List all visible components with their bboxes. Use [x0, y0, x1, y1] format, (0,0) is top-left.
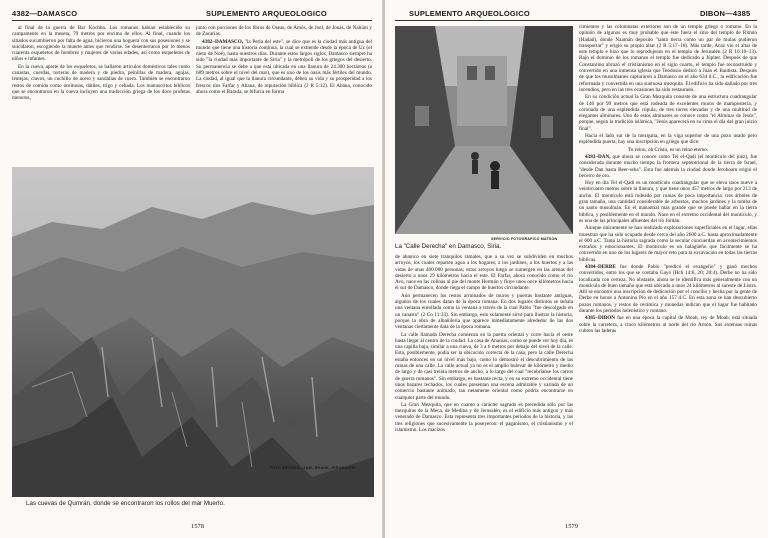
entry-head: 4383–DAN,	[585, 153, 611, 160]
running-head-left: 4382—DAMASCO	[12, 9, 78, 18]
paragraph: Aún permanecen los restos arruinados de muros y puertas bastante antiguas, algunos de los cuales datan de la época romana. En dos lugares distintos se señala una ventana enrollada como la ventana a través de la cual Pablo "fue descolgado en un canasto" (2 Co 11:33). Sin embargo, esto solamente sirve para ilustrar la historia, porque la obra de albañilería que aparece inmediatamente alrededor de las dos ventanas ciertamente data de la época romana.	[395, 292, 573, 331]
running-head-center-left: SUPLEMENTO ARQUEOLOGICO	[206, 9, 327, 18]
page-number-left: 1578	[191, 523, 204, 530]
header-rule	[12, 20, 372, 21]
entry-paragraph	[196, 39, 372, 96]
header-rule	[395, 20, 757, 21]
page-number-right: 1579	[565, 523, 578, 530]
inscription-quote: Tu reino, oh Cristo, es un reino eterno.	[627, 146, 709, 153]
paragraph: Hoy en día Tel el-Qadi es un montículo cuadrangular que se eleva unos nueve a veinticuatro metros sobre la llanura, y que tiene unos 457 metros de largo por 213 de ancho. El montículo está rodeado por ruinas de poca importancia; tres árboles de gran tamaño, una cantidad considerable de arbustos, muchos jardines y la tumba de un santo musulmán. En el manantial más grande que se puede hallar en la tierra bíblica, y posiblemente en el mundo. Nace en el extremo occidental del montículo, y es una de las principales afluentes del río Jordán.	[579, 180, 757, 224]
qumran-caves-photo	[12, 167, 374, 497]
right-page	[385, 0, 768, 538]
entry-paragraph	[579, 264, 757, 314]
photo-credit-left: FOTO ARCHIVO—YAEL BRAUN, JERUSALEM	[270, 466, 356, 470]
paragraph: cimientos y las columnatas exteriores son de un templo griego o romano. En la opinión de algunos es muy probable que éste fuera el sitio del templo de Rimón (Hadad), donde Naamán deposito "tanta tierra como un par de mulas pudieron transportar" y erigió su propio altar (2 R 5:17–18). Más tarde, Acaz vio el altar de este templo e hizo que lo reprodujeran en el templo de Jerusalén (2 R 16:10–13). Bajo el dominio de los romanos el templo fue dedicado a Júpiter. Después de que Constantino abrazó el cristianismo en el siglo cuarto, el templo fue reconstruido y convertido en una inmensa iglesia que Teodosio dedicó a Juan el Bautista. Después de que los musulmanes capturaron a Damasco en el año 634 d.C., la edificación fue reformada y convertida en una suntuosa mezquita. El edificio ha sido dañado por tres incendios, pero en las tres ocasiones ha sido restaurado.	[579, 24, 757, 93]
paragraph: Hacia el lado sur de la mezquita, en la viga superior de una pozo usado pero espléndida puerta, hay una inscripción en griego que dice:	[579, 133, 757, 146]
photo-caption-right: La "Calle Derecha" en Damasco, Siria.	[395, 243, 502, 250]
street-scene-image	[395, 26, 573, 234]
entry-paragraph	[579, 315, 757, 334]
straight-street-photo	[395, 26, 573, 234]
paragraph: La calle llamada Derecha comienza en la puerta oriental y corre hacia el oeste hasta llegar al centro de la ciudad. La casa de Ananías, como se puede ver hoy día, es una capilla baja, similar a una cueva, de 3 a 6 metros por debajo del nivel de la calle. Esta, posiblemente, podía ser la ubicación correcta de la casa, pero la calle Derecha estaba entonces en un nivel más bajo, como lo demostró el descubrimiento de las ruinas de una calle. La calle actual ya no es el amplio bulevar de kilómetro y medio de largo y de casi treinta metros de ancho, a lo largo del cual "recubríanse los carros de guerra romanos". Sin embargo, es bastante recta, y en su extremo occidental tiene unos bazares techados, los cuales presentan una escena admirable y variada de un comercio bastante animado, tan netamente oriental como podría encontrarse en cualquier parte del mundo.	[395, 331, 573, 401]
paragraph: En su condición actual la Gran Mezquita consiste de una estructura cuadrangular de 146 por 99 metros que está rodeada de excelentes muros de mampostería, y coronada de una espléndida cúpula, de tres torres elevadas y de una multitud de elegantes alminares. Uno de estos alminares se conoce como "el Alminar de Jesús", porque, según la tradición islámica, "Jesús aparecerá en su cima el día del gran juicio final".	[579, 94, 757, 132]
entry-head: 4384–DERBE	[585, 263, 616, 270]
entry-head: 4385–DIBON	[585, 315, 615, 322]
running-head-right: DIBON—4385	[700, 9, 751, 18]
mountain-landscape-image	[12, 167, 374, 497]
entry-body: que ahora se conoce como Tel el-Qadi (el montículo del juez), fue considerada durante mucho tiempo la frontera septentrional de la tierra de Israel, "desde Dan hasta Beer-seba". Esta fue además la ciudad donde Jeroboam erigió el becerro de oro.	[579, 153, 757, 179]
right-column-1	[395, 254, 573, 522]
paragraph: La Gran Mezquita, que en cuanto a carácter sagrado es precedida sólo por las mezquitas de la Meca, de Medina y de Jerusalén, es el edificio más antiguo y más venerado de Damasco. Esta representa tres importantes períodos de la historia, y las tres religiones que sucesivamente la poseyeron: el paganismo, el cristianismo y el islamismo. Los macizos	[395, 401, 573, 434]
paragraph: Aunque únicamente se han realizado exploraciones superficiales en el lugar, ellas muestran que ha sido ocupado desde cerca del año 2600 a.C. hasta aproximadamente el 600 a.C. Tanto la historia sagrada como la secular concuerdan en acontecimientos extraños y emocionantes. El montículo es un halagüeño que fácilmente se ha convertido en uno de los lugares de mayor reto para la excavación en todas las tierras bíblicas.	[579, 225, 757, 263]
left-column-1	[12, 25, 190, 163]
entry-head: 4382–DAMASCO,	[202, 38, 244, 45]
paragraph: de abanico en siete tranquilos ramales, que a su vez se subdividen en muchos arroyos, los cuales reparten agua a los hogares, a los jardines, a los huertos y a las vidas de unas 400.000 personas; estos arroyos luego se sumergen en las arenas del desierto a unos 29 kilómetros hacia el este. El Farfar, ahora conocido como el río Avo, nace en las colinas al pie del monte Hermón y fluye unos once kilómetros hacia el sur de Damasco, donde riega el campo de huertos circundante.	[395, 254, 573, 292]
running-head-center-right: SUPLEMENTO ARQUEOLOGICO	[409, 9, 530, 18]
paragraph: junto con porciones de los libros de Oseas, de Amós, de Joel, de Jonás, de Nahúm y de Zacarías.	[196, 25, 372, 38]
right-column-2	[579, 24, 757, 522]
paragraph: al final de la guerra de Bar Kochba. Los romanos habían establecido su campamento en la meseta, 79 metros por encima de ellos. Al final, cuando los sitiados sucumbieron por falta de agua, hicieron una hoguera con sus posesiones y se suicidaron, escogiendo la muerte antes que rendirse. Se desenterraron por lo menos cuarenta esqueletos de hombres y mujeres de varias edades, así como esqueletos de niños e infantes.	[12, 25, 190, 63]
entry-body: "la Perla del este", se dice que es la ciudad más antigua del mundo que tiene una historia continua, la cual se extiende desde la época de Uz (el nieto de Noé), hasta nuestros días. Durante estos largos siglos, Damasco siempre ha sido "la ciudad más importante de Siria" y la metrópoli de los griegos del desierto. Su permanencia se debe a que está ubicada en una llanura de 24.300 hectáreas (a 689 metros sobre el nivel del mar), que es uno de los oasis más fértiles del mundo. La ciudad, al igual que la llanura circundante, deben su vida y su prosperidad a los frescos ríos Farfar y Abana, de reputación bíblica (2 R 5:12). El Abana, conocido ahora como el Barada, se bifurca en forma	[196, 38, 372, 95]
entry-body: fue en una época la capital de Moab, rey de Moab; está situada sobre la carretera, a cinco kilómetros al norte del río Arnón. Sus extensas ruinas cubren las laderas	[579, 315, 757, 334]
photo-caption-left: Las cuevas de Qumrán, donde se encontraron los rollos del mar Muerto.	[26, 500, 225, 507]
left-column-2	[196, 25, 372, 163]
photo-credit-right: SERVICIO FOTOGRAFICO MATSON	[491, 237, 558, 241]
entry-paragraph	[579, 154, 757, 179]
left-page	[0, 0, 383, 538]
paragraph: En la cueva, aparte de los esqueletos, se hallaron artículos domésticos tales como canastas, cuerdas, torteras de madera y de piedra, peinillas de madera, agujas, lentejas, clavos, un cuchillo de acero y sandalias de cuero. También se encontraron restos de comida como aceitunas, dátiles, trigo y cebada. Los manuscritos bíblicos que se encontraron en la cueva incluyen una traducción griega de los doce profetas menores,	[12, 63, 190, 102]
entry-body: fue donde Pablo "predicó el evangelio" y ganó muchos convertidos, entre los que se contaba Gayo (Hch 14:6, 20; 20:4). Derbe no ha sido localizada con certeza. No obstante, ahora se le identifica más generalmente con un montículo de buen tamaño que está ubicado a unos 24 kilómetros al sureste de Listra. Allí se encontró una inscripción de dedicación por el concilio y hecha por la gente de Derbe en honor a Antonino Pío en el año 157 d.C. En esta zona se han descubierto pozos romanos, y restos de cerámica y monedas indican que el lugar fue habitado durante los períodos helenístico y romano.	[579, 263, 757, 315]
